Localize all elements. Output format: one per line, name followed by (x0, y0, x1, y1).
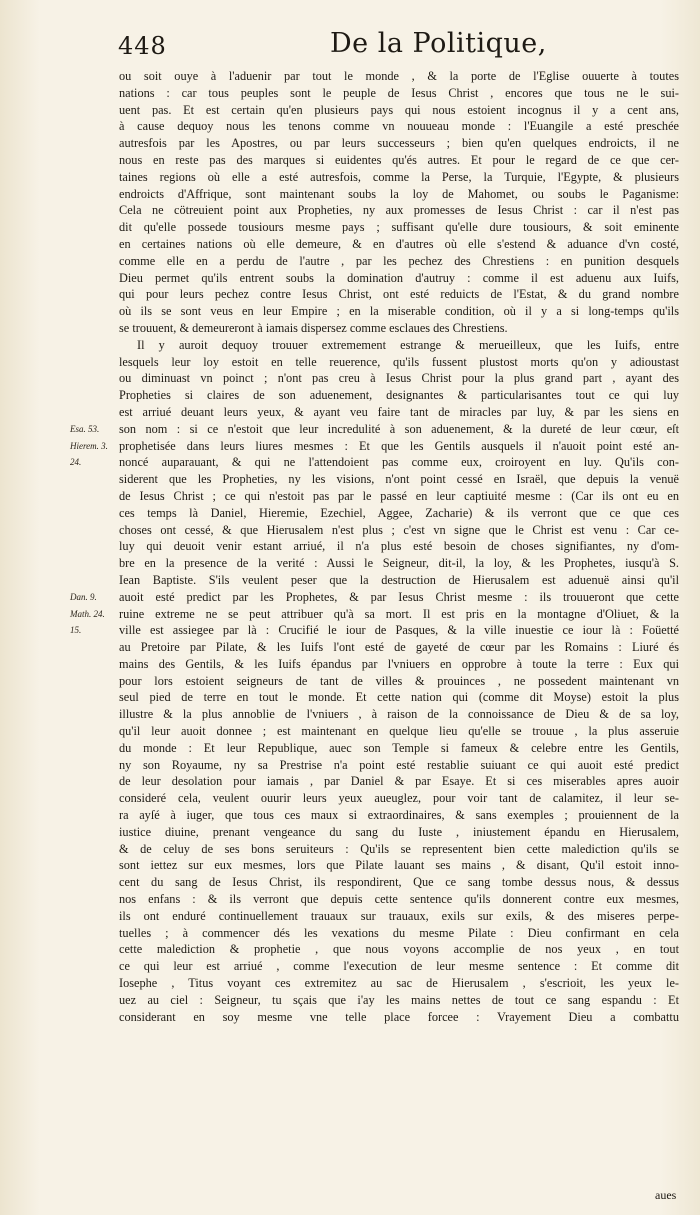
text-line: ville est assiegee par là : Crucifié le iour de Pasques, & la ville inuestie ce iour là : Foüetté (119, 623, 679, 638)
text-line: se trouuent, & demeureront à iamais dispersez comme esclaues des Chrestiens. (119, 320, 508, 335)
text-line: autresfois par les Apostres, ou par leurs successeurs ; bien qu'en quelques endroicts, il ne (119, 136, 679, 151)
text-line: à cause dequoy nous les tenons comme vn nouueau monde : l'Euangile a esté preschée (119, 119, 679, 134)
text-line: dit qu'elle possede tousiours mesme pays ; suffisant qu'elle dure tousiours, & soit eminente (119, 220, 679, 235)
text-line: où ils se sont veus en leur Empire ; en la miserable condition, où il y a si long-temps qu'ils (119, 304, 679, 319)
text-line: pour lors estoient seigneurs de tant de villes & prouinces , ne possedent maintenant vn (119, 673, 679, 688)
text-line: est arriué deuant leurs yeux, & ayant veu faire tant de miracles par luy, & par les siens en (119, 404, 679, 419)
text-line: ils ont enduré continuellement trauaux sur trauaux, exils sur exils, & des miseres perpe- (119, 908, 679, 923)
text-line: siderent que les Propheties, ny les visions, n'ont point cessé en Israël, que depuis la venuë (119, 472, 679, 487)
text-line: endroicts d'Affrique, sont maintenant soubs la loy de Mahomet, ou soubs le Paganisme: (119, 186, 679, 201)
text-line: de Iesus Christ ; ce qui n'estoit pas par le passé en leur captiuité mesme : (Car ils ont eu en (119, 488, 679, 503)
text-line: en certaines nations où elle demeure, & en d'autres où elle s'estend & aduance d'vn costé, (119, 236, 679, 251)
text-line: Propheties si claires de son aduenement, designantes & particularisantes tout ce qui luy (119, 388, 679, 403)
text-line: Cela ne cötreuient point aux Propheties, ny aux promesses de Iesus Christ : car il n'est pas (119, 203, 679, 218)
margin-note: 24. (70, 457, 82, 468)
text-line: ny son Royaume, ny sa Prestrise n'a point esté restablie suiuant ce qui auoit esté predict (119, 757, 679, 772)
margin-note: Math. 24. (70, 608, 105, 619)
text-line: ra ayſé à iuger, que tous ces maux si extraordinaires, & sans exemples ; prouiennent de la (119, 808, 679, 823)
text-line: ce qui leur est arriué , comme l'execution de leur mesme sentence : Et comme dit (119, 959, 679, 974)
text-line: choses ont cessé, & que Hierusalem n'est plus ; c'est vn signe que le Christ est venu : Car ce- (119, 522, 679, 537)
text-line: seul pied de terre en tout le monde. Et cette nation qui (comme dit Moyse) estoit la plus (119, 690, 679, 705)
text-line: du monde : Et leur Republique, auec son Temple si fameux & celebre entre les Gentils, (119, 740, 679, 755)
text-line: uez au ciel : Seigneur, tu sçais que i'ay les mains nettes de tout ce sang espandu : Et (119, 992, 679, 1007)
text-line: uent pas. Et est certain qu'en plusieurs pays qui nous estoient incognus il y a cent ans, (119, 102, 679, 117)
text-line: cette malediction & prophetie , que nous voyons accomplie de nos yeux , en tout (119, 942, 679, 957)
text-line: Dieu permet qu'ils entrent soubs la domination d'autruy : comme il est aduenu aux Iuifs, (119, 270, 679, 285)
text-line: mains des Gentils, & les Iuifs épandus par l'vniuers en opprobre à toute la terre : Eux qui (119, 656, 679, 671)
text-line: consideré cela, veulent ouurir leurs yeux aueuglez, pour voir tant de calamitez, il leur se- (119, 791, 679, 806)
text-line: taines regions où elle a esté autresfois, comme la Perse, la Turquie, l'Egypte, & plusieurs (119, 169, 679, 184)
margin-note: Dan. 9. (70, 591, 97, 602)
text-line: nous en reste pas des marques si euidentes qu'és autres. Et pour le regard de ce que cer- (119, 152, 679, 167)
text-line: Iean Baptiste. S'ils veulent peser que la destruction de Hierusalem est aduenuë ainsi qu'il (119, 572, 679, 587)
text-line: iustice diuine, prenant vengeance du sang du Iuste , iniustement épandu en Hierusalem, (119, 824, 679, 839)
margin-note: Esa. 53. (70, 423, 100, 434)
text-line: tuelles ; à commencer dés les vexations du mesme Pilate : Dieu confirmant en cela (119, 925, 679, 940)
running-title: De la Politique, (330, 28, 547, 59)
text-line: ou diminuast vn poinct ; n'ont pas creu à Iesus Christ pour la plus grand part , ayant des (119, 371, 679, 386)
text-line: Il y auroit dequoy trouuer extremement estrange & merueilleux, que les Iuifs, entre (137, 337, 679, 352)
text-line: son nom : si ce n'estoit que leur incredulité à son aduenement, & la dureté de leur cœur, eſt (119, 421, 679, 436)
catchword: aues (655, 1188, 677, 1202)
page-number: 448 (118, 32, 167, 60)
page-header (118, 28, 678, 68)
text-line: illustre & la plus annoblie de l'vniuers , à raison de la connoissance de Dieu & de sa loy, (119, 707, 679, 722)
text-line: comme elle en a perdu de l'autre , par les pechez des Chrestiens : en punition desquels (119, 253, 679, 268)
text-line: cent du sang de Iesus Christ, ils respondirent, Que ce sang tombe dessus nous, & dessus (119, 875, 679, 890)
text-line: prophetisée dans leurs liures mesmes : Et que les Gentils ausquels il n'auoit point esté an- (119, 438, 679, 453)
text-line: auoit esté predict par les Prophetes, & par Iesus Christ mesme : ils trouueront que cette (119, 589, 679, 604)
text-line: lesquels leur loy estoit en telle reuerence, qu'ils fussent plustost morts qu'on y adioustast (119, 354, 679, 369)
text-line: au Pretoire par Pilate, & les Iuifs l'ont esté de gayeté de cœur par les Romains : Liuré és (119, 640, 679, 655)
text-line: sont iettez sur eux mesmes, lors que Pilate lauant ses mains , & disant, Qu'il estoit inno- (119, 858, 679, 873)
margin-note: Hierem. 3. (70, 440, 108, 451)
text-line: ou soit ouye à l'aduenir par tout le monde , & la porte de l'Eglise ouuerte à toutes (119, 69, 679, 83)
text-line: bre en la presence de la verité : Aussi le Seigneur, dit-il, la loy, & les Prophetes, iusqu'à S. (119, 556, 679, 571)
text-line: ruine extreme ne se peut attribuer qu'à sa mort. Il est pris en la montagne d'Oliuet, & la (119, 606, 679, 621)
text-line: qu'il leur auoit donnee ; est maintenant en quelque lieu qu'elle se trouue , la plus asseruie (119, 724, 679, 739)
text-line: considerant en soy mesme vne telle place forcee : Vrayement Dieu a combattu (119, 1009, 679, 1024)
text-line: & de celuy de ses bons seruiteurs : Qu'ils se representent bien cette malediction qu'ils se (119, 841, 679, 856)
text-line: noncé auparauant, & qui ne l'attendoient pas comme eux, croiroyent en luy. Qu'ils con- (119, 455, 679, 470)
body-text (119, 68, 679, 1025)
text-line: de leur desolation pour iamais , par Daniel & par Esaye. Et si ces miserables apres auoir (119, 774, 679, 789)
margin-note: 15. (70, 625, 82, 636)
text-line: nos enfans : & ils verront que depuis cette sentence qu'ils donnerent contre eux mesmes, (119, 892, 679, 907)
text-line: luy qui deuoit venir estant arriué, il n'a plus esté besoin de choses signifiantes, ny d'om- (119, 539, 679, 554)
text-line: nations : car tous peuples sont le peuple de Iesus Christ , encores que tous ne le sui- (119, 85, 679, 100)
text-line: qui pour leurs pechez contre Iesus Christ, ont esté reduicts de l'Estat, & du grand nombre (119, 287, 679, 302)
text-line: Iosephe , Titus voyant ces extremitez au sac de Hierusalem , s'escrioit, les yeux le- (119, 976, 679, 991)
text-line: ces temps là Daniel, Hieremie, Ezechiel, Aggee, Zacharie) & ils verront que ce que ces (119, 505, 679, 520)
